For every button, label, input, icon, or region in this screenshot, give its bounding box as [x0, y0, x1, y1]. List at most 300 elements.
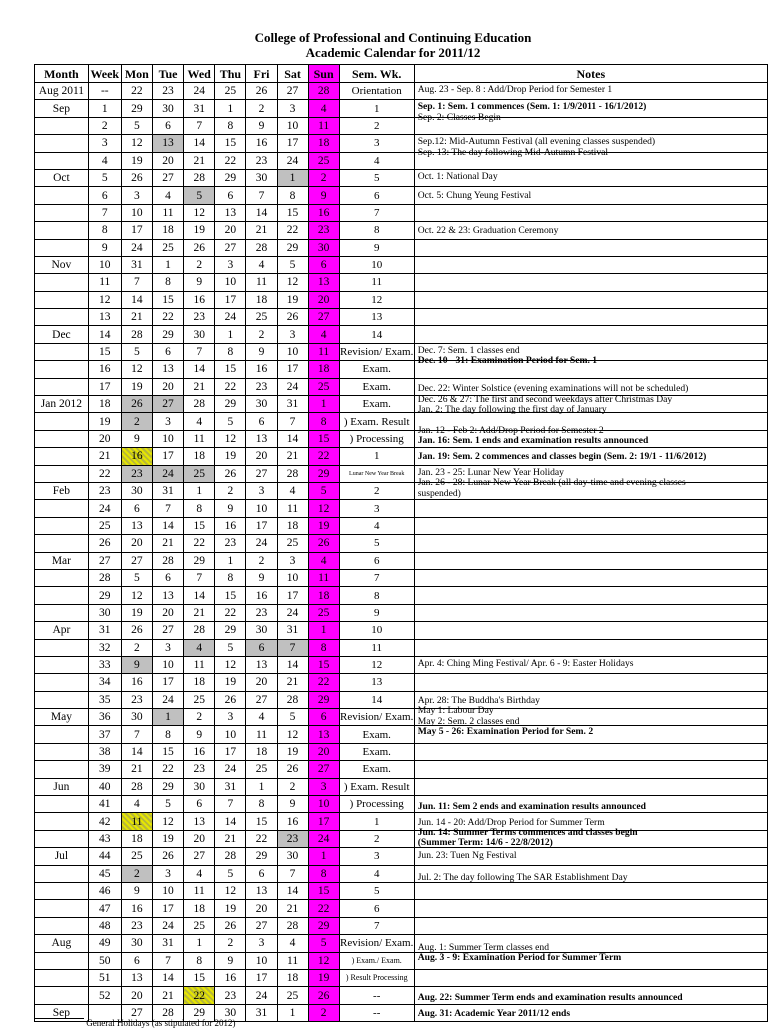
day-cell: 13	[184, 813, 215, 830]
month-cell	[35, 726, 89, 743]
sem-week-cell: 14	[339, 691, 414, 708]
month-cell	[35, 361, 89, 378]
sem-week-cell: 11	[339, 274, 414, 291]
note-line: Jan. 19: Sem. 2 commences and classes begin (Sem. 2: 19/1 - 11/6/2012)	[417, 451, 707, 463]
day-cell: 30	[215, 1004, 246, 1021]
note-line: Jan. 23 - 25: Lunar New Year Holiday	[417, 466, 564, 478]
sem-week-cell: 2	[339, 117, 414, 134]
day-cell: 24	[215, 309, 246, 326]
day-cell: 11	[184, 882, 215, 899]
day-cell: 1	[308, 848, 339, 865]
day-cell: 13	[246, 656, 277, 673]
notes-cell	[414, 100, 767, 117]
month-cell	[35, 500, 89, 517]
table-row	[35, 204, 768, 221]
table-row	[35, 569, 768, 586]
day-cell: 11	[277, 500, 308, 517]
table-row	[35, 117, 768, 134]
month-cell	[35, 674, 89, 691]
day-cell: 10	[277, 569, 308, 586]
note-line: Aug. 3 - 9: Examination Period for Summer Term	[417, 952, 622, 964]
day-cell: 19	[184, 222, 215, 239]
day-cell: 16	[246, 135, 277, 152]
month-cell	[35, 274, 89, 291]
notes-cell	[414, 187, 767, 204]
notes-cell	[414, 778, 767, 795]
sem-week-cell: ) Exam./ Exam.	[339, 952, 414, 969]
notes-cell	[414, 761, 767, 778]
day-cell: 5	[215, 639, 246, 656]
day-cell: 11	[308, 569, 339, 586]
table-row	[35, 343, 768, 360]
notes-cell	[414, 639, 767, 656]
notes-cell	[414, 935, 767, 952]
sem-week-cell: 7	[339, 204, 414, 221]
week-cell: 13	[88, 309, 121, 326]
day-cell: 26	[277, 761, 308, 778]
day-cell: 9	[215, 500, 246, 517]
day-cell: 7	[277, 639, 308, 656]
day-cell: 29	[121, 100, 152, 117]
day-cell: 24	[152, 917, 183, 934]
day-cell: 12	[277, 274, 308, 291]
academic-calendar-table	[34, 64, 768, 1022]
day-cell: 16	[246, 361, 277, 378]
day-cell: 4	[308, 326, 339, 343]
day-cell: 31	[277, 396, 308, 413]
header-mon: Mon	[121, 65, 152, 83]
sem-week-cell: Exam.	[339, 378, 414, 395]
day-cell: 29	[152, 326, 183, 343]
day-cell: 23	[215, 535, 246, 552]
note-line: May 2: Sem. 2 classes end	[417, 715, 520, 727]
table-row	[35, 743, 768, 760]
day-cell: 26	[184, 239, 215, 256]
day-cell: 28	[277, 691, 308, 708]
day-cell: 18	[308, 361, 339, 378]
sem-week-cell: ) Result Processing	[339, 969, 414, 986]
table-row	[35, 274, 768, 291]
notes-cell	[414, 826, 767, 847]
day-cell: 12	[215, 882, 246, 899]
notes-cell	[414, 343, 767, 360]
sem-week-cell: 12	[339, 291, 414, 308]
day-cell: 14	[246, 204, 277, 221]
day-cell: 17	[152, 448, 183, 465]
day-cell: 17	[215, 743, 246, 760]
day-cell: 11	[121, 813, 152, 830]
sem-week-cell: 4	[339, 865, 414, 882]
day-cell: 14	[152, 969, 183, 986]
week-cell: 4	[88, 152, 121, 169]
day-cell: 9	[246, 569, 277, 586]
day-cell: 3	[152, 413, 183, 430]
day-cell: 16	[215, 969, 246, 986]
week-cell: 35	[88, 691, 121, 708]
day-cell: 2	[121, 865, 152, 882]
day-cell: 18	[184, 674, 215, 691]
day-cell: 12	[121, 587, 152, 604]
month-cell	[35, 656, 89, 673]
week-cell: 20	[88, 430, 121, 447]
week-cell: 15	[88, 343, 121, 360]
day-cell: 10	[308, 796, 339, 813]
day-cell: 13	[152, 587, 183, 604]
month-cell	[35, 378, 89, 395]
sem-week-cell: 2	[339, 482, 414, 499]
day-cell: 6	[152, 569, 183, 586]
day-cell: 10	[215, 726, 246, 743]
day-cell: 16	[246, 587, 277, 604]
day-cell: 3	[246, 482, 277, 499]
month-cell	[35, 152, 89, 169]
day-cell: 1	[308, 622, 339, 639]
week-cell: 8	[88, 222, 121, 239]
day-cell: 12	[121, 361, 152, 378]
notes-cell	[414, 326, 767, 343]
day-cell: 24	[121, 239, 152, 256]
notes-cell	[414, 361, 767, 378]
title-line-1: College of Professional and Continuing Education	[254, 30, 532, 45]
week-cell: 39	[88, 761, 121, 778]
day-cell: 7	[121, 726, 152, 743]
day-cell: 15	[215, 361, 246, 378]
day-cell: 30	[246, 169, 277, 186]
month-cell	[35, 796, 89, 813]
day-cell: 19	[277, 743, 308, 760]
header-tue: Tue	[152, 65, 183, 83]
note-line: Apr. 4: Ching Ming Festival/ Apr. 6 - 9: Easter Holidays	[417, 658, 634, 670]
day-cell: 19	[308, 969, 339, 986]
week-cell: 23	[88, 482, 121, 499]
table-row	[35, 169, 768, 186]
day-cell: 20	[246, 448, 277, 465]
day-cell: 15	[184, 969, 215, 986]
day-cell: 6	[121, 500, 152, 517]
day-cell: 3	[152, 639, 183, 656]
sem-week-cell: 6	[339, 187, 414, 204]
sem-week-cell: 1	[339, 100, 414, 117]
month-cell	[35, 813, 89, 830]
day-cell: 26	[152, 848, 183, 865]
day-cell: 16	[184, 291, 215, 308]
day-cell: 29	[215, 169, 246, 186]
day-cell: 27	[152, 396, 183, 413]
day-cell: 12	[121, 135, 152, 152]
day-cell: 17	[277, 587, 308, 604]
sem-week-cell: 3	[339, 848, 414, 865]
sem-week-cell: Exam.	[339, 743, 414, 760]
sem-week-cell: 13	[339, 674, 414, 691]
day-cell: 2	[215, 935, 246, 952]
day-cell: 16	[121, 448, 152, 465]
header-wed: Wed	[184, 65, 215, 83]
day-cell: 15	[215, 135, 246, 152]
day-cell: 10	[277, 117, 308, 134]
notes-cell	[414, 691, 767, 708]
day-cell: 2	[246, 552, 277, 569]
month-cell	[35, 761, 89, 778]
day-cell: 20	[121, 987, 152, 1004]
month-cell	[35, 952, 89, 969]
month-cell: Dec	[35, 326, 89, 343]
note-line: Aug. 31: Academic Year 2011/12 ends	[417, 1007, 571, 1019]
note-line: Dec. 22: Winter Solstice (evening examinations will not be scheduled)	[417, 383, 689, 395]
note-line: Sep.12: Mid-Autumn Festival (all evening classes suspended)	[417, 136, 656, 148]
day-cell: 14	[184, 135, 215, 152]
table-row	[35, 83, 768, 100]
day-cell: 28	[152, 552, 183, 569]
week-cell: 6	[88, 187, 121, 204]
note-line: Jan. 26 - 28: Lunar New Year Break (all day-time and evening classes	[417, 477, 686, 489]
notes-cell	[414, 917, 767, 934]
day-cell: 18	[308, 587, 339, 604]
day-cell: 15	[215, 587, 246, 604]
day-cell: 22	[184, 987, 215, 1004]
week-cell: 47	[88, 900, 121, 917]
day-cell: 24	[277, 604, 308, 621]
day-cell: 8	[215, 569, 246, 586]
week-cell: 34	[88, 674, 121, 691]
day-cell: 22	[308, 448, 339, 465]
day-cell: 25	[308, 152, 339, 169]
notes-cell	[414, 413, 767, 430]
day-cell: 23	[246, 152, 277, 169]
day-cell: 30	[121, 935, 152, 952]
day-cell: 5	[152, 796, 183, 813]
week-cell: 52	[88, 987, 121, 1004]
day-cell: 1	[215, 100, 246, 117]
sem-week-cell: 13	[339, 309, 414, 326]
table-row	[35, 848, 768, 865]
week-cell: 44	[88, 848, 121, 865]
notes-cell	[414, 309, 767, 326]
note-line: Oct. 1: National Day	[417, 171, 498, 182]
sem-week-cell: --	[339, 1004, 414, 1021]
day-cell: 17	[246, 969, 277, 986]
day-cell: 28	[277, 917, 308, 934]
day-cell: 13	[152, 361, 183, 378]
notes-cell	[414, 848, 767, 865]
day-cell: 2	[121, 639, 152, 656]
day-cell: 25	[152, 239, 183, 256]
month-cell: Mar	[35, 552, 89, 569]
day-cell: 8	[308, 413, 339, 430]
notes-cell	[414, 117, 767, 134]
day-cell: 30	[121, 709, 152, 726]
day-cell: 10	[277, 343, 308, 360]
day-cell: 20	[246, 674, 277, 691]
day-cell: 4	[277, 935, 308, 952]
table-row	[35, 709, 768, 726]
note-line: Jan. 16: Sem. 1 ends and examination results announced	[417, 435, 649, 447]
table-row	[35, 152, 768, 169]
day-cell: 19	[152, 830, 183, 847]
week-cell: 26	[88, 535, 121, 552]
notes-cell	[414, 430, 767, 447]
sem-week-cell: Orientation	[339, 83, 414, 100]
day-cell: 5	[184, 187, 215, 204]
day-cell: 25	[277, 987, 308, 1004]
table-row	[35, 952, 768, 969]
day-cell: 26	[277, 309, 308, 326]
note-line: Jun. 23: Tuen Ng Festival	[417, 849, 517, 861]
day-cell: 1	[277, 169, 308, 186]
day-cell: 21	[277, 674, 308, 691]
table-row	[35, 587, 768, 604]
sem-week-cell: 8	[339, 222, 414, 239]
day-cell: 5	[277, 256, 308, 273]
week-cell: 42	[88, 813, 121, 830]
notes-cell	[414, 952, 767, 969]
day-cell: 27	[308, 309, 339, 326]
day-cell: 8	[152, 274, 183, 291]
day-cell: 5	[277, 709, 308, 726]
day-cell: 28	[121, 326, 152, 343]
day-cell: 14	[277, 430, 308, 447]
sem-week-cell: 4	[339, 152, 414, 169]
table-row	[35, 778, 768, 795]
table-row	[35, 604, 768, 621]
day-cell: 2	[184, 256, 215, 273]
day-cell: 7	[152, 500, 183, 517]
day-cell: 3	[152, 865, 183, 882]
day-cell: 17	[215, 291, 246, 308]
day-cell: 28	[121, 778, 152, 795]
day-cell: 18	[121, 830, 152, 847]
day-cell: 28	[246, 239, 277, 256]
week-cell: 17	[88, 378, 121, 395]
day-cell: 22	[215, 604, 246, 621]
day-cell: 13	[215, 204, 246, 221]
day-cell: 27	[152, 622, 183, 639]
notes-cell	[414, 987, 767, 1004]
table-row	[35, 796, 768, 813]
day-cell: 20	[215, 222, 246, 239]
sem-week-cell: Revision/ Exam.	[339, 709, 414, 726]
day-cell: 31	[215, 778, 246, 795]
day-cell: 25	[184, 917, 215, 934]
day-cell: 6	[121, 952, 152, 969]
day-cell: 18	[184, 900, 215, 917]
day-cell: 24	[184, 83, 215, 100]
sem-week-cell: Revision/ Exam.	[339, 935, 414, 952]
day-cell: 30	[121, 482, 152, 499]
day-cell: 26	[215, 917, 246, 934]
table-row	[35, 135, 768, 152]
day-cell: 3	[215, 256, 246, 273]
table-row	[35, 674, 768, 691]
day-cell: 17	[277, 361, 308, 378]
header-sun: Sun	[308, 65, 339, 83]
month-cell: Apr	[35, 622, 89, 639]
day-cell: 14	[277, 656, 308, 673]
day-cell: 27	[308, 761, 339, 778]
table-row	[35, 396, 768, 413]
day-cell: 11	[246, 274, 277, 291]
note-line: Sep. 13: The day following Mid-Autumn Festival	[417, 146, 609, 158]
note-line: Dec. 26 & 27: The first and second weekdays after Christmas Day	[417, 393, 673, 405]
notes-cell	[414, 204, 767, 221]
day-cell: 12	[184, 204, 215, 221]
sem-week-cell: 9	[339, 239, 414, 256]
day-cell: 15	[184, 517, 215, 534]
week-cell: 38	[88, 743, 121, 760]
day-cell: 3	[308, 778, 339, 795]
day-cell: 7	[215, 796, 246, 813]
day-cell: 27	[121, 1004, 152, 1021]
table-row	[35, 413, 768, 430]
day-cell: 1	[152, 256, 183, 273]
day-cell: 16	[277, 813, 308, 830]
day-cell: 5	[308, 935, 339, 952]
month-cell	[35, 830, 89, 847]
day-cell: 15	[308, 656, 339, 673]
day-cell: 18	[152, 222, 183, 239]
month-cell	[35, 204, 89, 221]
day-cell: 29	[246, 848, 277, 865]
week-cell: 3	[88, 135, 121, 152]
title-line-2: Academic Calendar for 2011/12	[305, 45, 481, 60]
day-cell: 20	[308, 291, 339, 308]
sem-week-cell: 3	[339, 135, 414, 152]
header-month: Month	[35, 65, 89, 83]
month-cell	[35, 413, 89, 430]
notes-cell	[414, 656, 767, 673]
day-cell: 26	[308, 987, 339, 1004]
day-cell: 7	[277, 865, 308, 882]
table-row	[35, 656, 768, 673]
day-cell: 10	[215, 274, 246, 291]
day-cell: 19	[121, 152, 152, 169]
day-cell: 28	[277, 465, 308, 482]
day-cell: 22	[152, 761, 183, 778]
table-row	[35, 622, 768, 639]
day-cell: 13	[121, 517, 152, 534]
day-cell: 12	[215, 430, 246, 447]
day-cell: 17	[308, 813, 339, 830]
table-row	[35, 865, 768, 882]
day-cell: 31	[152, 935, 183, 952]
day-cell: 23	[184, 309, 215, 326]
note-line: Aug. 22: Summer Term ends and examination results announced	[417, 992, 683, 1004]
day-cell: 27	[246, 691, 277, 708]
month-cell	[35, 430, 89, 447]
table-row	[35, 882, 768, 899]
month-cell	[35, 117, 89, 134]
note-line: Sep. 1: Sem. 1 commences (Sem. 1: 1/9/2011 - 16/1/2012)	[417, 101, 647, 113]
day-cell: 2	[277, 778, 308, 795]
day-cell: 8	[152, 726, 183, 743]
table-row	[35, 465, 768, 482]
day-cell: 8	[215, 343, 246, 360]
month-cell	[35, 222, 89, 239]
legend	[34, 1018, 235, 1028]
month-cell	[35, 587, 89, 604]
day-cell: 24	[277, 378, 308, 395]
day-cell: 25	[121, 848, 152, 865]
table-row	[35, 430, 768, 447]
month-cell	[35, 691, 89, 708]
day-cell: 30	[152, 100, 183, 117]
day-cell: 24	[308, 830, 339, 847]
day-cell: 28	[184, 622, 215, 639]
day-cell: 8	[308, 639, 339, 656]
day-cell: 15	[308, 882, 339, 899]
day-cell: 18	[246, 743, 277, 760]
week-cell: 9	[88, 239, 121, 256]
sem-week-cell: 12	[339, 656, 414, 673]
